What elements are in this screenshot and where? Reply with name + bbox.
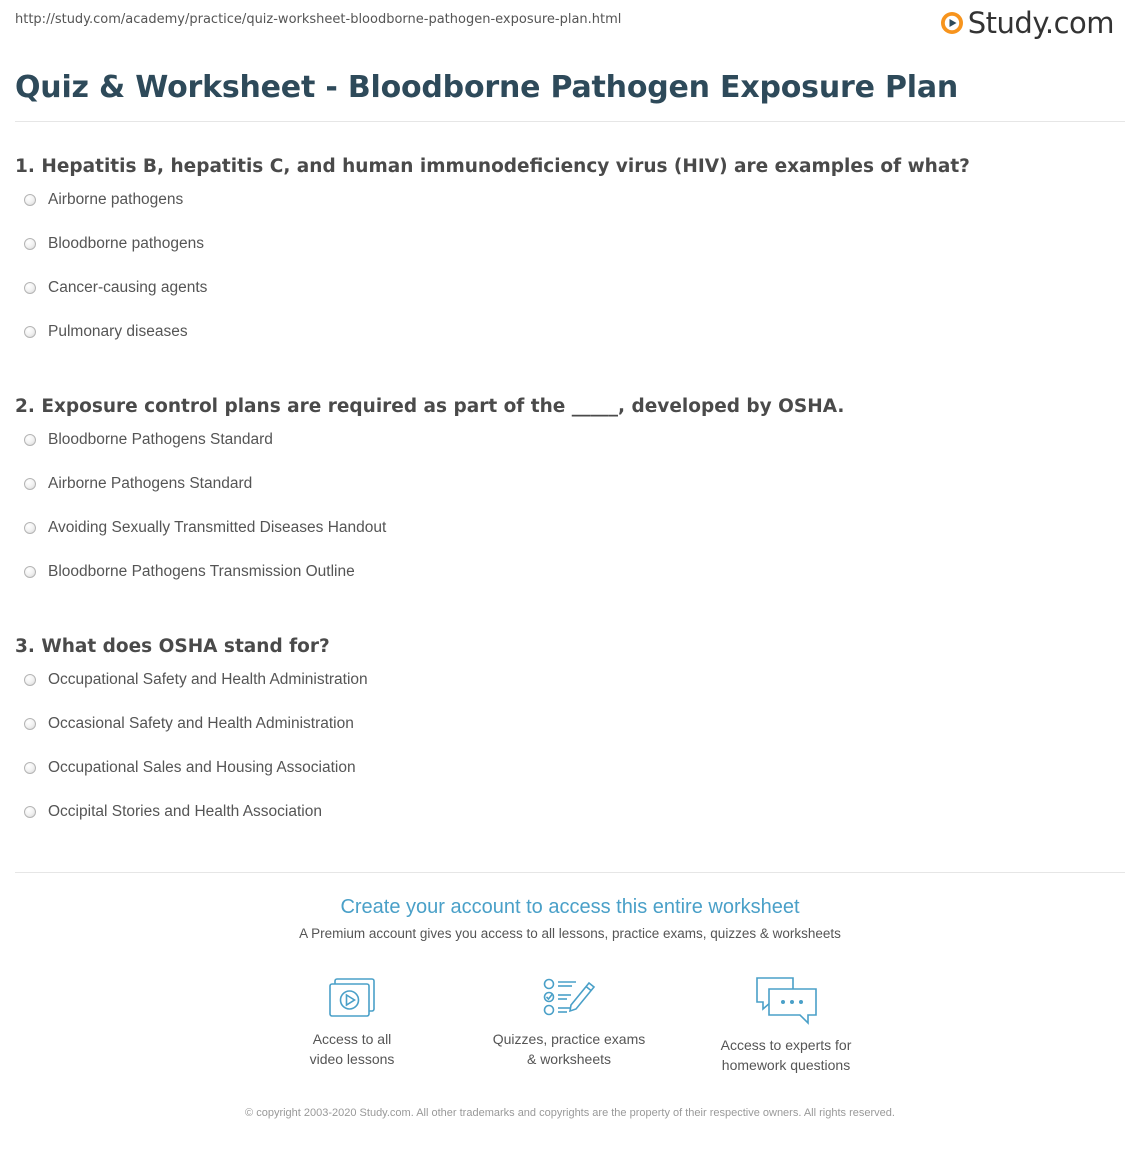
logo-text: Study.com: [967, 6, 1114, 40]
copyright-text: © copyright 2003-2020 Study.com. All other trademarks and copyrights are the property of their respective owners. All rights reserved.: [245, 1107, 895, 1119]
answer-label: Bloodborne pathogens: [48, 235, 204, 252]
radio-button[interactable]: [24, 194, 36, 206]
radio-button[interactable]: [24, 282, 36, 294]
radio-button[interactable]: [24, 806, 36, 818]
answer-options: [15, 669, 1125, 845]
section-divider: [15, 872, 1125, 873]
radio-button[interactable]: [24, 326, 36, 338]
feature-experts: [686, 975, 886, 1075]
answer-option[interactable]: [15, 669, 1125, 713]
answer-options: [15, 429, 1125, 605]
create-account-link[interactable]: Create your account to access this entire worksheet: [340, 896, 800, 918]
radio-button[interactable]: [24, 762, 36, 774]
answer-option[interactable]: [15, 517, 1125, 561]
answer-label: Pulmonary diseases: [48, 323, 188, 340]
answer-label: Airborne pathogens: [48, 191, 184, 208]
answer-options: [15, 189, 1125, 365]
radio-button[interactable]: [24, 718, 36, 730]
question-text: 2. Exposure control plans are required as part of the _____, developed by OSHA.: [15, 396, 845, 417]
question-3: [15, 635, 1125, 845]
answer-label: Avoiding Sexually Transmitted Diseases Handout: [48, 519, 387, 536]
page-title: Quiz & Worksheet - Bloodborne Pathogen Exposure Plan: [15, 70, 959, 105]
cta-subtitle: A Premium account gives you access to all lessons, practice exams, quizzes & worksheets: [299, 926, 841, 941]
answer-option[interactable]: [15, 321, 1125, 365]
answer-option[interactable]: [15, 429, 1125, 473]
chat-bubbles-icon: [754, 975, 818, 1025]
feature-label: Quizzes, practice exams & worksheets: [492, 1031, 646, 1067]
video-lessons-icon: [326, 975, 378, 1019]
study-logo[interactable]: [940, 6, 1114, 40]
answer-option[interactable]: [15, 757, 1125, 801]
answer-label: Occupational Safety and Health Administration: [48, 671, 368, 688]
question-1: [15, 155, 1125, 365]
radio-button[interactable]: [24, 566, 36, 578]
quiz-checklist-icon: [541, 975, 597, 1019]
question-text: 1. Hepatitis B, hepatitis C, and human immunodeficiency virus (HIV) are examples of what?: [15, 156, 970, 177]
answer-option[interactable]: [15, 189, 1125, 233]
answer-option[interactable]: [15, 233, 1125, 277]
answer-option[interactable]: [15, 561, 1125, 605]
answer-option[interactable]: [15, 801, 1125, 845]
answer-option[interactable]: [15, 473, 1125, 517]
feature-label: Access to all video lessons: [309, 1031, 395, 1067]
question-2: [15, 395, 1125, 605]
feature-quizzes: [469, 975, 669, 1069]
radio-button[interactable]: [24, 434, 36, 446]
radio-button[interactable]: [24, 522, 36, 534]
answer-label: Cancer-causing agents: [48, 279, 208, 296]
feature-label: Access to experts for homework questions: [720, 1037, 852, 1073]
title-divider: [15, 121, 1125, 122]
page-url: http://study.com/academy/practice/quiz-worksheet-bloodborne-pathogen-exposure-plan.html: [15, 12, 622, 27]
feature-video-lessons: [252, 975, 452, 1069]
answer-label: Occasional Safety and Health Administration: [48, 715, 354, 732]
radio-button[interactable]: [24, 238, 36, 250]
answer-label: Bloodborne Pathogens Standard: [48, 431, 273, 448]
answer-label: Airborne Pathogens Standard: [48, 475, 253, 492]
play-circle-icon: [940, 11, 964, 35]
answer-label: Occupational Sales and Housing Association: [48, 759, 356, 776]
answer-option[interactable]: [15, 713, 1125, 757]
answer-option[interactable]: [15, 277, 1125, 321]
question-text: 3. What does OSHA stand for?: [15, 636, 330, 657]
radio-button[interactable]: [24, 478, 36, 490]
answer-label: Occipital Stories and Health Association: [48, 803, 322, 820]
answer-label: Bloodborne Pathogens Transmission Outline: [48, 563, 355, 580]
radio-button[interactable]: [24, 674, 36, 686]
